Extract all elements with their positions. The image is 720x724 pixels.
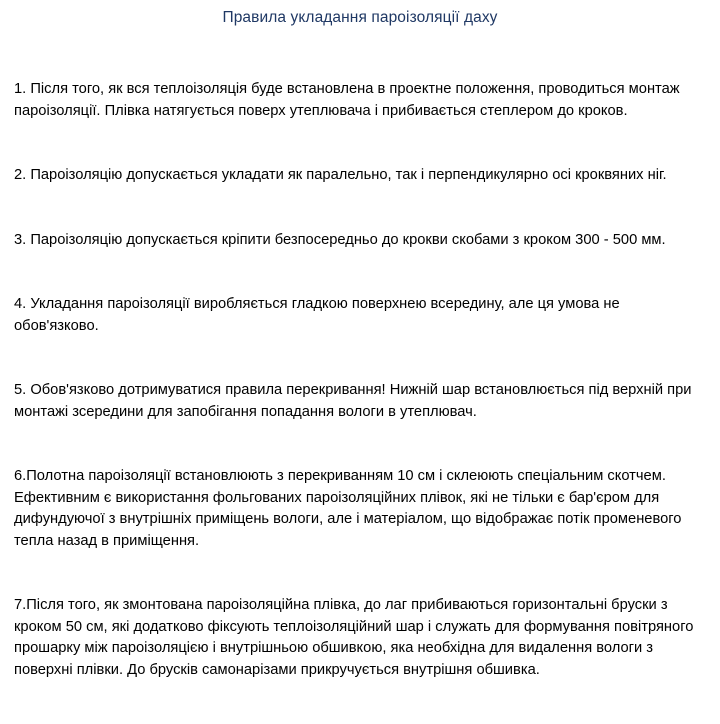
slide-body-text [14,36,708,724]
page-title: Правила укладання пароізоляції даху [222,9,498,26]
paragraph: 7.Після того, як змонтована пароізоляційна плівка, до лаг прибиваються горизонтальні бруски з кроком 50 см, які додатково фіксують теплоізоляційний шар і служать для формування повітряного прошарку між пароізоляцією і внутрішньою обшивкою, яка необхідна для видалення вологи з поверхні плівки. До брусків самонарізами прикручується внутрішня обшивка. [14,597,698,678]
paragraph: 1. Після того, як вся теплоізоляція буде встановлена в проектне положення, проводиться монтаж пароізоляції. Плівка натягується поверх утеплювача і прибивається степлером до кроков. [14,81,684,119]
paragraph: 5. Обов'язково дотримуватися правила перекривання! Нижній шар встановлюється під верхній при монтажі зсередини для запобігання попадання вологи в утеплювач. [14,382,696,420]
paragraph: 6.Полотна пароізоляції встановлюють з перекриванням 10 см і склеюють спеціальним скотчем. Ефективним є використання фольгованих пароізоляційних плівок, які не тільки є бар'єром для дифундуючої з внутрішніх приміщень вологи, але і матеріалом, що відображає потік променевого тепла назад в приміщення. [14,468,686,549]
paragraph: 2. Пароізоляцію допускається укладати як паралельно, так і перпендикулярно осі кроквяних ніг. [14,167,667,183]
paragraph: 4. Укладання пароізоляції виробляється гладкою поверхнею всередину, але ця умова не обов'язково. [14,296,624,334]
paragraph: 3. Пароізоляцію допускається кріпити безпосередньо до крокви скобами з кроком 300 - 500 мм. [14,231,666,248]
